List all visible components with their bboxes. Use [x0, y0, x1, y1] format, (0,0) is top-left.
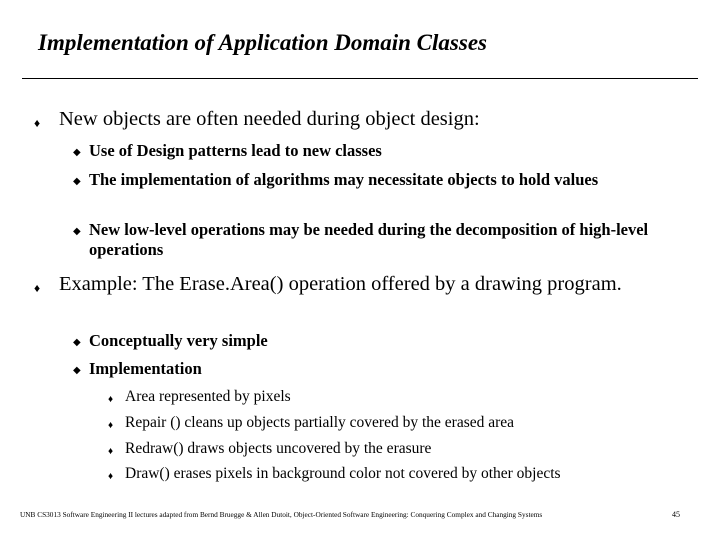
- diamond-bullet-icon: ◆: [73, 337, 81, 348]
- sub-bullet-text: Use of Design patterns lead to new classes: [89, 141, 382, 160]
- diamond-bullet-icon: ♦: [34, 116, 41, 130]
- diamond-bullet-icon: ♦: [108, 420, 114, 431]
- sub-bullet-text: Conceptually very simple: [89, 331, 268, 350]
- page-number: 45: [672, 510, 680, 519]
- sub-bullet-text: Implementation: [89, 359, 202, 378]
- diamond-bullet-icon: ◆: [73, 365, 81, 376]
- diamond-bullet-icon: ◆: [73, 226, 81, 237]
- sub-bullet-text: New low-level operations may be needed during the decomposition of high-level operations: [89, 220, 649, 259]
- title-divider: [22, 78, 698, 79]
- bullet-text: New objects are often needed during object design:: [59, 108, 480, 130]
- diamond-bullet-icon: ♦: [34, 281, 41, 295]
- slide-title: Implementation of Application Domain Classes: [38, 30, 487, 55]
- diamond-bullet-icon: ◆: [73, 176, 81, 187]
- diamond-bullet-icon: ◆: [73, 147, 81, 158]
- diamond-bullet-icon: ♦: [108, 471, 114, 482]
- sub-sub-bullet-text: Repair () cleans up objects partially covered by the erased area: [125, 414, 515, 431]
- sub-sub-bullet-text: Area represented by pixels: [125, 388, 291, 405]
- diamond-bullet-icon: ♦: [108, 394, 114, 405]
- bullet-text: Example: The Erase.Area() operation offered by a drawing program.: [59, 273, 622, 295]
- sub-bullet-text: The implementation of algorithms may necessitate objects to hold values: [89, 170, 599, 189]
- diamond-bullet-icon: ♦: [108, 446, 114, 457]
- sub-sub-bullet-text: Draw() erases pixels in background color not covered by other objects: [125, 465, 561, 482]
- footer-credit: UNB CS3013 Software Engineering II lectures adapted from Bernd Bruegge & Allen Dutoit, Object-Oriented Software Engineering: Conquering Complex and Changing Systems: [20, 510, 543, 519]
- sub-sub-bullet-text: Redraw() draws objects uncovered by the erasure: [125, 440, 432, 457]
